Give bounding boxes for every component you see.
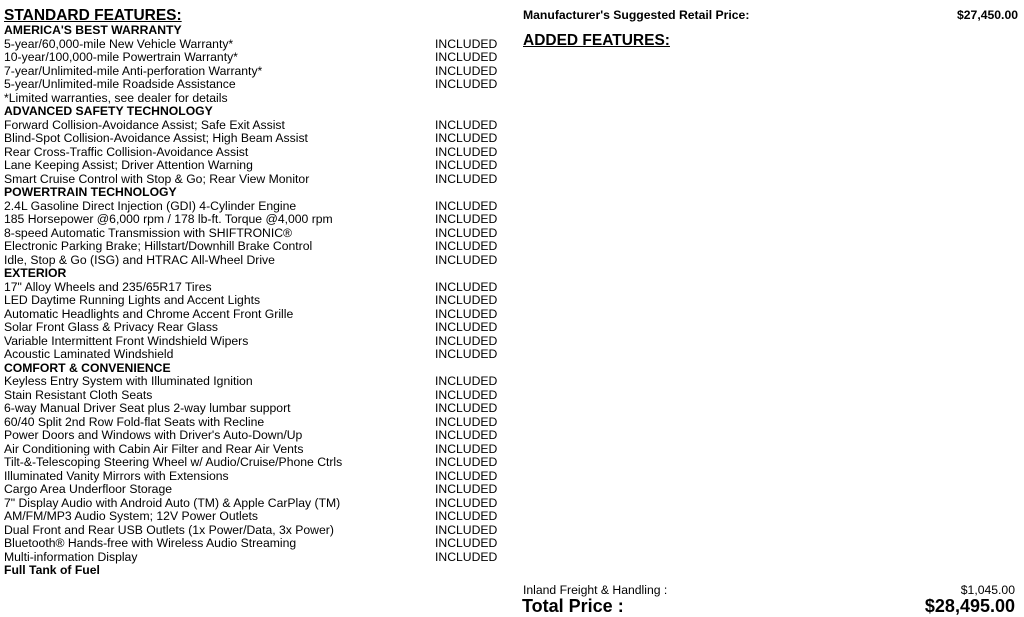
feature-status: INCLUDED — [435, 428, 498, 442]
feature-name: 60/40 Split 2nd Row Fold-flat Seats with Recline — [4, 414, 265, 429]
feature-row — [4, 51, 504, 65]
msrp-label: Manufacturer's Suggested Retail Price: — [523, 8, 750, 22]
feature-status: INCLUDED — [435, 482, 498, 496]
feature-status: INCLUDED — [435, 212, 498, 226]
full-tank-item: Full Tank of Fuel — [4, 563, 100, 577]
feature-status: INCLUDED — [435, 495, 498, 510]
feature-row — [4, 510, 504, 524]
feature-name: 7" Display Audio with Android Auto (TM) & Apple CarPlay (TM) — [4, 495, 341, 510]
feature-status: INCLUDED — [435, 306, 498, 321]
feature-row — [4, 254, 504, 268]
feature-status: INCLUDED — [435, 279, 498, 294]
feature-status: INCLUDED — [435, 77, 498, 91]
feature-status: INCLUDED — [435, 536, 498, 550]
msrp-value: $27,450.00 — [957, 8, 1018, 22]
feature-name: Tilt-&-Telescoping Steering Wheel w/ Audio/Cruise/Phone Ctrls — [4, 455, 343, 469]
section-title: AMERICA'S BEST WARRANTY — [4, 23, 182, 37]
feature-status: INCLUDED — [435, 549, 498, 564]
feature-name: 10-year/100,000-mile Powertrain Warranty* — [4, 50, 238, 64]
feature-status: INCLUDED — [435, 441, 498, 456]
feature-name: Stain Resistant Cloth Seats — [4, 387, 153, 402]
feature-name: 5-year/Unlimited-mile Roadside Assistance — [4, 77, 236, 91]
standard-features-title: STANDARD FEATURES: — [4, 7, 182, 24]
feature-row — [4, 240, 504, 254]
feature-row — [4, 200, 504, 214]
feature-status: INCLUDED — [435, 63, 498, 78]
feature-name: Illuminated Vanity Mirrors with Extensions — [4, 468, 229, 483]
feature-name: 17" Alloy Wheels and 235/65R17 Tires — [4, 279, 212, 294]
feature-name: 5-year/60,000-mile New Vehicle Warranty* — [4, 36, 234, 51]
feature-name: Multi-information Display — [4, 549, 138, 564]
feature-note — [4, 92, 504, 106]
feature-row — [4, 348, 504, 362]
feature-status: INCLUDED — [435, 171, 498, 186]
feature-status: INCLUDED — [435, 347, 498, 361]
section-title: ADVANCED SAFETY TECHNOLOGY — [4, 104, 213, 118]
feature-name: Cargo Area Underfloor Storage — [4, 482, 173, 496]
feature-row — [4, 308, 504, 322]
feature-row — [4, 456, 504, 470]
feature-row — [4, 335, 504, 349]
feature-status: INCLUDED — [435, 293, 498, 307]
feature-row — [4, 537, 504, 551]
total-price-label: Total Price : — [522, 596, 624, 616]
freight-value: $1,045.00 — [960, 583, 1015, 597]
feature-row — [4, 159, 504, 173]
feature-name: Smart Cruise Control with Stop & Go; Rear View Monitor — [4, 171, 310, 186]
feature-name: Automatic Headlights and Chrome Accent Front Grille — [4, 306, 294, 321]
feature-name: 185 Horsepower @6,000 rpm / 178 lb-ft. Torque @4,000 rpm — [4, 212, 333, 226]
feature-name: Power Doors and Windows with Driver's Auto-Down/Up — [4, 428, 303, 442]
feature-name: Bluetooth® Hands-free with Wireless Audio Streaming — [4, 536, 297, 550]
feature-name: Variable Intermittent Front Windshield Wipers — [4, 333, 249, 348]
feature-row — [4, 146, 504, 160]
feature-name: Keyless Entry System with Illuminated Ignition — [4, 374, 253, 388]
feature-row — [4, 470, 504, 484]
standard-features-column — [4, 7, 504, 578]
feature-row — [4, 497, 504, 511]
feature-name: 2.4L Gasoline Direct Injection (GDI) 4-Cylinder Engine — [4, 198, 297, 213]
feature-status: INCLUDED — [435, 522, 498, 537]
feature-row — [4, 227, 504, 241]
section-title: EXTERIOR — [4, 266, 67, 280]
section-title: POWERTRAIN TECHNOLOGY — [4, 185, 177, 199]
feature-row — [4, 483, 504, 497]
feature-row — [4, 429, 504, 443]
feature-row — [4, 551, 504, 565]
section-title: COMFORT & CONVENIENCE — [4, 360, 171, 375]
feature-row — [4, 321, 504, 335]
feature-row — [4, 78, 504, 92]
feature-status: INCLUDED — [435, 198, 498, 213]
feature-row — [4, 132, 504, 146]
feature-row — [4, 402, 504, 416]
feature-status: INCLUDED — [435, 117, 498, 132]
feature-status: INCLUDED — [435, 144, 498, 159]
feature-name: Rear Cross-Traffic Collision-Avoidance Assist — [4, 144, 249, 159]
freight-label: Inland Freight & Handling : — [523, 583, 668, 597]
feature-status: INCLUDED — [435, 374, 498, 388]
feature-status: INCLUDED — [435, 455, 498, 469]
feature-name: Acoustic Laminated Windshield — [4, 347, 174, 361]
feature-name: Forward Collision-Avoidance Assist; Safe Exit Assist — [4, 117, 285, 132]
feature-name: *Limited warranties, see dealer for details — [4, 90, 228, 105]
feature-row — [4, 213, 504, 227]
feature-row — [4, 389, 504, 403]
total-price-value: $28,495.00 — [924, 596, 1015, 616]
feature-status: INCLUDED — [435, 50, 498, 64]
feature-row — [4, 38, 504, 52]
feature-status: INCLUDED — [435, 509, 498, 523]
feature-status: INCLUDED — [435, 333, 498, 348]
feature-name: Idle, Stop & Go (ISG) and HTRAC All-Wheel Drive — [4, 252, 275, 267]
feature-name: LED Daytime Running Lights and Accent Lights — [4, 293, 261, 307]
feature-status: INCLUDED — [435, 158, 498, 172]
feature-row — [4, 375, 504, 389]
feature-status: INCLUDED — [435, 468, 498, 483]
feature-sections — [4, 24, 504, 564]
feature-name: AM/FM/MP3 Audio System; 12V Power Outlets — [4, 509, 258, 523]
feature-status: INCLUDED — [435, 387, 498, 402]
feature-row — [4, 416, 504, 430]
feature-status: INCLUDED — [435, 320, 498, 334]
feature-row — [4, 281, 504, 295]
feature-status: INCLUDED — [435, 36, 498, 51]
feature-row — [4, 443, 504, 457]
feature-name: 8-speed Automatic Transmission with SHIFTRONIC® — [4, 225, 293, 240]
feature-status: INCLUDED — [435, 414, 498, 429]
feature-name: Dual Front and Rear USB Outlets (1x Power/Data, 3x Power) — [4, 522, 334, 537]
feature-name: Lane Keeping Assist; Driver Attention Warning — [4, 158, 253, 172]
feature-name: 7-year/Unlimited-mile Anti-perforation Warranty* — [4, 63, 263, 78]
feature-name: Electronic Parking Brake; Hillstart/Downhill Brake Control — [4, 239, 313, 253]
feature-row — [4, 119, 504, 133]
feature-row — [4, 173, 504, 187]
feature-row — [4, 294, 504, 308]
feature-status: INCLUDED — [435, 252, 498, 267]
feature-name: Solar Front Glass & Privacy Rear Glass — [4, 320, 219, 334]
feature-status: INCLUDED — [435, 239, 498, 253]
feature-name: 6-way Manual Driver Seat plus 2-way lumbar support — [4, 401, 291, 415]
feature-name: Air Conditioning with Cabin Air Filter and Rear Air Vents — [4, 441, 304, 456]
added-features-title: ADDED FEATURES: — [523, 32, 670, 49]
feature-name: Blind-Spot Collision-Avoidance Assist; High Beam Assist — [4, 131, 308, 145]
feature-status: INCLUDED — [435, 225, 498, 240]
feature-row — [4, 524, 504, 538]
feature-status: INCLUDED — [435, 401, 498, 415]
feature-status: INCLUDED — [435, 131, 498, 145]
feature-row — [4, 65, 504, 79]
